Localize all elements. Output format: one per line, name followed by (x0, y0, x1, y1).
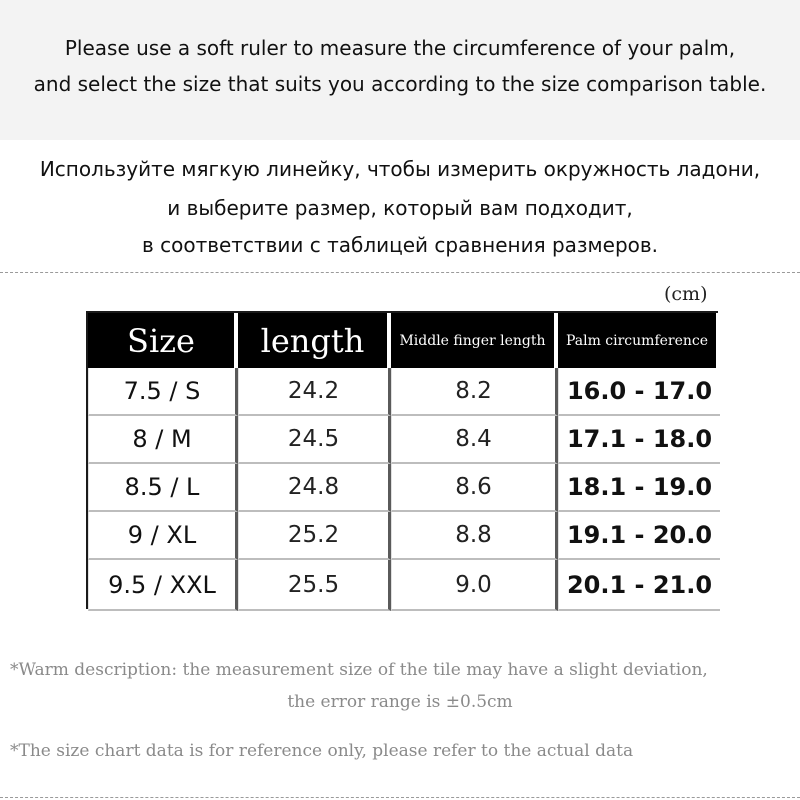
table-cell-palm: 17.1 - 18.0 (558, 416, 720, 464)
header-middle-finger-length: Middle finger length (391, 313, 558, 368)
reference-note: *The size chart data is for reference only, please refer to the actual data (10, 741, 634, 761)
table-cell-size: 7.5 / S (88, 368, 238, 416)
english-instruction-line-2: and select the size that suits you according to the size comparison table. (33, 72, 767, 96)
table-cell-length: 24.2 (238, 368, 391, 416)
size-chart-table (86, 311, 718, 609)
table-cell-palm: 16.0 - 17.0 (558, 368, 720, 416)
russian-instruction-line-1: Используйте мягкую линейку, чтобы измерить окружность ладони, (39, 157, 761, 181)
unit-label: (cm) (664, 283, 708, 305)
russian-instruction-line-2: и выберите размер, который вам подходит, (167, 196, 633, 220)
table-cell-middle-finger: 8.8 (391, 512, 558, 560)
table-cell-size: 8.5 / L (88, 464, 238, 512)
table-cell-length: 25.2 (238, 512, 391, 560)
table-cell-middle-finger: 9.0 (391, 560, 558, 611)
table-cell-size: 8 / M (88, 416, 238, 464)
header-size: Size (88, 313, 238, 368)
header-length: length (238, 313, 391, 368)
table-cell-palm: 18.1 - 19.0 (558, 464, 720, 512)
table-cell-length: 25.5 (238, 560, 391, 611)
table-cell-middle-finger: 8.6 (391, 464, 558, 512)
table-cell-middle-finger: 8.4 (391, 416, 558, 464)
warm-description-line-1: *Warm description: the measurement size of the tile may have a slight deviation, (10, 660, 708, 680)
english-instruction-line-1: Please use a soft ruler to measure the circumference of your palm, (64, 36, 736, 60)
instruction-banner (0, 0, 800, 140)
table-cell-length: 24.5 (238, 416, 391, 464)
top-dashed-divider (0, 272, 800, 273)
bottom-dashed-divider (0, 797, 800, 798)
table-cell-length: 24.8 (238, 464, 391, 512)
table-cell-size: 9.5 / XXL (88, 560, 238, 611)
table-cell-middle-finger: 8.2 (391, 368, 558, 416)
russian-instruction-line-3: в соответствии с таблицей сравнения размеров. (141, 233, 659, 257)
table-cell-size: 9 / XL (88, 512, 238, 560)
warm-description-line-2: the error range is ±0.5cm (287, 692, 513, 712)
table-cell-palm: 20.1 - 21.0 (558, 560, 720, 611)
table-cell-palm: 19.1 - 20.0 (558, 512, 720, 560)
header-palm-circumference: Palm circumference (558, 313, 720, 368)
